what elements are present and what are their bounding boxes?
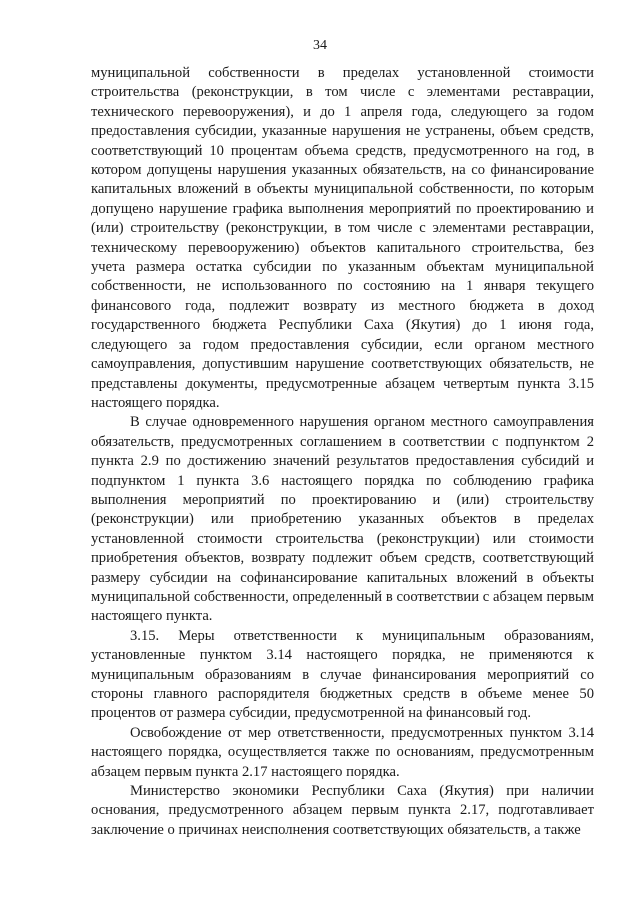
paragraph-exemption: Освобождение от мер ответственности, предусмотренных пунктом 3.14 настоящего порядка, осуществляется также по основаниям, предусмотренным абзацем первым пункта 2.17 настоящего порядка. — [91, 724, 594, 780]
paragraph-3-15: 3.15. Меры ответственности к муниципальным образованиям, установленные пунктом 3.14 настоящего порядка, не применяются к муниципальным образованиям в случае финансирования мероприятий со стороны главного распорядителя бюджетных средств в объеме менее 50 процентов от размера субсидии, предусмотренной на финансовый год. — [91, 627, 594, 722]
page-number: 34 — [313, 38, 327, 53]
paragraph-ministry: Министерство экономики Республики Саха (Якутия) при наличии основания, предусмотренного абзацем первым пункта 2.17, подготавливает заключение о причинах неисполнения соответствующих обязательств, а также — [91, 783, 594, 838]
paragraph-simultaneous-violation: В случае одновременного нарушения органом местного самоуправления обязательств, предусмотренных соглашением в соответствии с подпунктом 2 пункта 2.9 по достижению значений результатов предоставления субсидий и подпунктом 1 пункта 3.6 настоящего порядка по соблюдению графика выполнения мероприятий по проектированию и (или) строительству (реконструкции) или приобретению указанных объектов в пределах установленной стоимости строительства (реконструкции) или стоимости приобретения объектов, возврату подлежит объем средств, соответствующий размеру субсидии на софинансирование капитальных вложений в объекты муниципальной собственности, определенный в соответствии с абзацем первым настоящего пункта. — [91, 414, 594, 625]
paragraph-continuation: муниципальной собственности в пределах установленной стоимости строительства (реконструкции, в том числе с элементами реставрации, технического перевооружения), и до 1 апреля года, следующего за годом предоставления субсидии, указанные нарушения не устранены, объем средств, соответствующий 10 процентам объема средств, предусмотренного на год, в котором допущены нарушения указанных обязательств, на со финансирование капитальных вложений в объекты муниципальной собственности, по которым допущено нарушение графика выполнения мероприятий по проектированию и (или) строительству (реконструкции, в том числе с элементами реставрации, техническому перевооружению) объектов капитального строительства, без учета размера остатка субсидии по указанным объектам муниципальной собственности, не использованного по состоянию на 1 января текущего финансового года, подлежит возврату из местного бюджета в доход государственного бюджета Республики Саха (Якутия) до 1 июня года, следующего за годом предоставления субсидии, если органом местного самоуправления, допустившим нарушение соответствующих обязательств, не представлены документы, предусмотренные абзацем четвертым пункта 3.15 настоящего порядка. — [91, 65, 594, 411]
document-body — [91, 64, 594, 840]
